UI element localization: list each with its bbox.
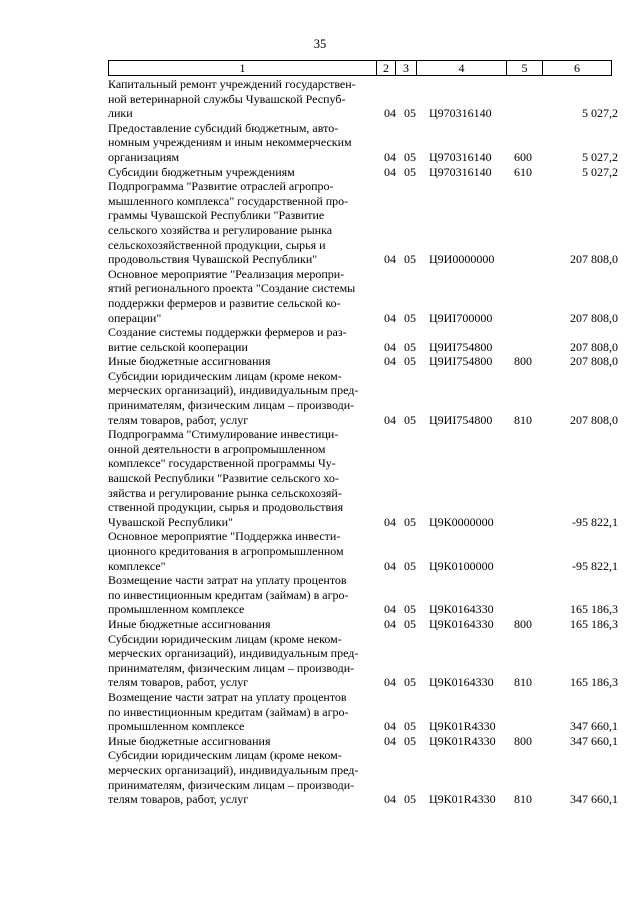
column-header — [108, 60, 612, 76]
table-row — [108, 267, 618, 325]
row-expense-kind: 600 — [514, 149, 532, 164]
row-description: Подпрограмма "Развитие отраслей агропро- мышленного комплекса" государственной про- граммы Чувашской Республики "Развитие сельского хозяйства и регулирование рынка сельскохозяйственной продукции, сырья и продовольствия Чувашской Республики" — [108, 179, 349, 267]
header-col-2: 2 — [377, 61, 396, 76]
row-subsection: 05 — [404, 354, 416, 369]
table-row — [108, 427, 618, 529]
row-description: Возмещение части затрат на уплату процентов по инвестиционным кредитам (займам) в агро- промышленном комплексе — [108, 689, 349, 734]
row-subsection: 05 — [404, 514, 416, 529]
row-amount: 347 660,1 — [570, 719, 618, 734]
row-section: 04 — [384, 558, 396, 573]
row-description: Иные бюджетные ассигнования — [108, 354, 271, 369]
row-description: Предоставление субсидий бюджетным, авто- номным учреждениям и иным некоммерческим организациям — [108, 120, 352, 164]
row-subsection: 05 — [404, 412, 416, 427]
row-amount: -95 822,1 — [572, 558, 618, 573]
row-description: Иные бюджетные ассигнования — [108, 616, 271, 631]
row-section: 04 — [384, 675, 396, 690]
row-section: 04 — [384, 792, 396, 807]
row-description: Возмещение части затрат на уплату процентов по инвестиционным кредитам (займам) в агро- промышленном комплексе — [108, 573, 349, 617]
row-target-code: Ц9К0164330 — [429, 616, 494, 631]
row-target-code: Ц970316140 — [429, 106, 492, 121]
row-expense-kind: 810 — [514, 412, 532, 427]
row-subsection: 05 — [404, 675, 416, 690]
row-description: Основное мероприятие "Поддержка инвести- ционного кредитования в агропромышленном комплексе" — [108, 529, 344, 573]
row-amount: 207 808,0 — [570, 310, 618, 325]
header-col-4: 4 — [417, 61, 507, 76]
page-number: 35 — [313, 37, 327, 51]
row-target-code: Ц9ИI754800 — [429, 412, 493, 427]
row-target-code: Ц9К0164330 — [429, 675, 494, 690]
table-row — [108, 325, 618, 354]
row-target-code: Ц9К01R4330 — [429, 719, 496, 734]
row-section: 04 — [384, 149, 396, 164]
row-target-code: Ц970316140 — [429, 164, 492, 179]
row-target-code: Ц9К0000000 — [429, 514, 494, 529]
row-amount: 347 660,1 — [570, 733, 618, 748]
header-col-3: 3 — [396, 61, 417, 76]
header-col-6: 6 — [543, 61, 612, 76]
row-amount: -95 822,1 — [572, 514, 618, 529]
row-description: Субсидии бюджетным учреждениям — [108, 164, 295, 179]
row-target-code: Ц9ИI754800 — [429, 339, 493, 354]
row-amount: 207 808,0 — [570, 339, 618, 354]
row-subsection: 05 — [404, 106, 416, 121]
row-amount: 207 808,0 — [570, 252, 618, 267]
row-description: Иные бюджетные ассигнования — [108, 733, 271, 748]
row-amount: 207 808,0 — [570, 412, 618, 427]
table-row — [108, 573, 618, 617]
row-subsection: 05 — [404, 602, 416, 617]
row-section: 04 — [384, 339, 396, 354]
row-expense-kind: 800 — [514, 616, 532, 631]
table-row — [108, 354, 618, 369]
row-section: 04 — [384, 733, 396, 748]
row-section: 04 — [384, 514, 396, 529]
row-subsection: 05 — [404, 164, 416, 179]
row-subsection: 05 — [404, 558, 416, 573]
row-description: Основное мероприятие "Реализация меропри- ятий регионального проекта "Создание системы поддержки фермеров и развитие сельской ко- операции" — [108, 266, 356, 325]
row-subsection: 05 — [404, 252, 416, 267]
row-target-code: Ц9К0100000 — [429, 558, 494, 573]
row-section: 04 — [384, 602, 396, 617]
row-expense-kind: 800 — [514, 354, 532, 369]
row-amount: 5 027,2 — [582, 149, 618, 164]
row-target-code: Ц970316140 — [429, 149, 492, 164]
row-subsection: 05 — [404, 339, 416, 354]
row-description: Субсидии юридическим лицам (кроме неком- мерческих организаций), индивидуальным пред- принимателям, физическим лицам – производи- телям товаров, работ, услуг — [108, 631, 359, 690]
row-section: 04 — [384, 106, 396, 121]
row-target-code: Ц9К01R4330 — [429, 792, 496, 807]
row-description: Создание системы поддержки фермеров и раз- витие сельской кооперации — [108, 325, 347, 354]
row-section: 04 — [384, 252, 396, 267]
row-target-code: Ц9И0000000 — [429, 252, 495, 267]
row-expense-kind: 800 — [514, 733, 532, 748]
table-row — [108, 179, 618, 267]
row-amount: 165 186,3 — [570, 602, 618, 617]
row-target-code: Ц9ИI754800 — [429, 354, 493, 369]
row-subsection: 05 — [404, 616, 416, 631]
row-amount: 5 027,2 — [582, 106, 618, 121]
row-expense-kind: 810 — [514, 792, 532, 807]
row-section: 04 — [384, 354, 396, 369]
table-row — [108, 529, 618, 573]
row-description: Подпрограмма "Стимулирование инвестици- онной деятельности в агропромышленном комплексе" государственной программы Чу- вашской Республики "Развитие сельского хо- зяйства и регулирование рынка сельскохозяй- ственной продукции, сырья и продовольствия Чувашской Республики" — [108, 427, 344, 529]
row-section: 04 — [384, 412, 396, 427]
table-row — [108, 748, 618, 806]
header-col-1: 1 — [109, 61, 377, 76]
row-subsection: 05 — [404, 792, 416, 807]
row-section: 04 — [384, 616, 396, 631]
row-subsection: 05 — [404, 149, 416, 164]
row-target-code: Ц9К01R4330 — [429, 733, 496, 748]
row-section: 04 — [384, 164, 396, 179]
table-row — [108, 690, 618, 734]
row-amount: 165 186,3 — [570, 616, 618, 631]
row-target-code: Ц9К0164330 — [429, 602, 494, 617]
row-section: 04 — [384, 310, 396, 325]
header-col-5: 5 — [507, 61, 543, 76]
row-description: Субсидии юридическим лицам (кроме неком- мерческих организаций), индивидуальным пред- принимателям, физическим лицам – производи- телям товаров, работ, услуг — [108, 748, 359, 807]
table-row — [108, 369, 618, 427]
table-row — [108, 734, 618, 749]
table-row — [108, 632, 618, 690]
row-amount: 207 808,0 — [570, 354, 618, 369]
row-amount: 347 660,1 — [570, 792, 618, 807]
row-subsection: 05 — [404, 310, 416, 325]
budget-table-body — [108, 77, 618, 807]
table-row — [108, 121, 618, 165]
row-subsection: 05 — [404, 719, 416, 734]
table-row — [108, 77, 618, 121]
row-description: Капитальный ремонт учреждений государствен- ной ветеринарной службы Чувашской Респуб- лики — [108, 77, 356, 121]
table-row — [108, 617, 618, 632]
row-description: Субсидии юридическим лицам (кроме неком- мерческих организаций), индивидуальным пред- принимателям, физическим лицам – производи- телям товаров, работ, услуг — [108, 368, 359, 427]
row-amount: 5 027,2 — [582, 164, 618, 179]
row-expense-kind: 610 — [514, 164, 532, 179]
row-target-code: Ц9ИI700000 — [429, 310, 493, 325]
row-expense-kind: 810 — [514, 675, 532, 690]
row-subsection: 05 — [404, 733, 416, 748]
row-amount: 165 186,3 — [570, 675, 618, 690]
row-section: 04 — [384, 719, 396, 734]
table-row — [108, 165, 618, 180]
